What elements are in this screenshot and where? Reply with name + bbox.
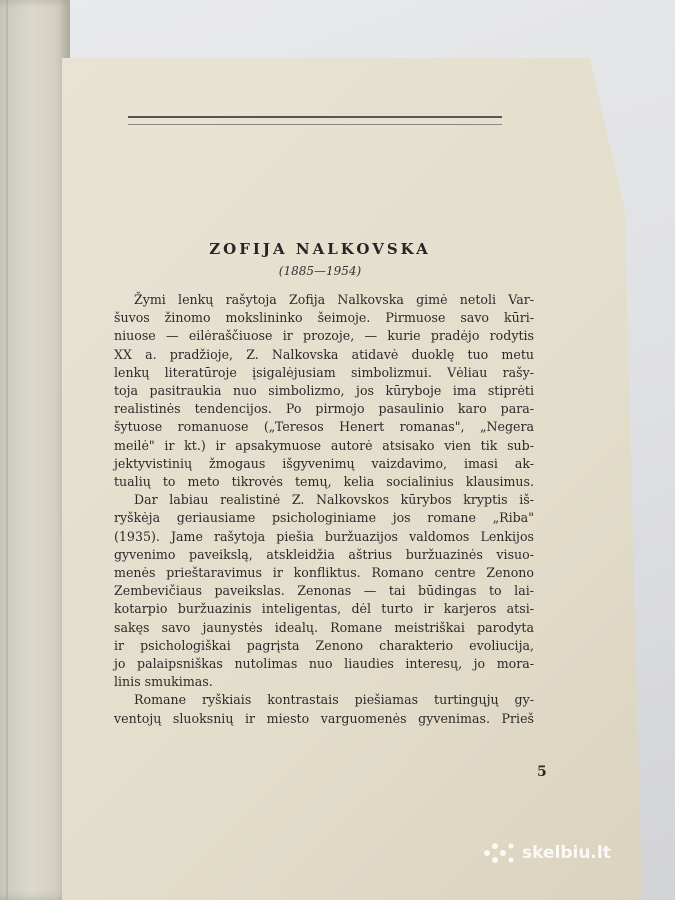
- text-line: Dar labiau realistinė Z. Nalkovskos kūrybos kryptis iš-: [134, 492, 534, 508]
- text-line: jo palaipsniškas nutolimas nuo liaudies interesų, jo mora-: [114, 656, 534, 672]
- text-line: sakęs savo jaunystės idealų. Romane meistriškai parodyta: [114, 619, 534, 635]
- body-text: [114, 291, 534, 728]
- text-line: šytuose romanuose („Teresos Henert romanas", „Negera: [114, 419, 534, 435]
- text-line: (1935). Jame rašytoja piešia buržuazijos valdomos Lenkijos: [114, 528, 534, 544]
- text-line: tualių to meto tikrovės temų, kelia socialinius klausimus.: [114, 474, 534, 490]
- text-line: ryškėja geriausiame psichologiniame jos romane „Riba": [114, 510, 534, 526]
- header-rule: [128, 116, 502, 125]
- text-line: kotarpio buržuazinis inteligentas, dėl turto ir karjeros atsi-: [114, 601, 534, 617]
- dots-logo-icon: [482, 840, 516, 866]
- text-line: toja pasitraukia nuo simbolizmo, jos kūryboje ima stiprėti: [114, 383, 534, 399]
- chapter-title: ZOFIJA NALKOVSKA: [209, 240, 431, 258]
- page-number: 5: [537, 764, 547, 780]
- facing-page-edge: [0, 0, 70, 900]
- text-line: Žymi lenkų rašytoja Zofija Nalkovska gimė netoli Var-: [134, 292, 534, 307]
- watermark: [482, 840, 611, 866]
- text-line: jektyvistinių žmogaus išgyvenimų vaizdavimo, imasi ak-: [114, 455, 534, 471]
- text-line: Romane ryškiais kontrastais piešiamas turtingųjų gy-: [134, 692, 534, 708]
- text-line: šuvos žinomo mokslininko šeimoje. Pirmuose savo kūri-: [114, 310, 534, 326]
- watermark-text: skelbiu.lt: [522, 843, 611, 863]
- text-line: menės prieštaravimus ir konfliktus. Romano centre Zenono: [114, 565, 534, 581]
- text-line: ventojų sluoksnių ir miesto varguomenės gyvenimas. Prieš: [114, 710, 534, 726]
- text-line: realistinės tendencijos. Po pirmojo pasaulinio karo para-: [114, 401, 534, 417]
- text-line: niuose — eilėraščiuose ir prozoje, — kurie pradėjo rodytis: [114, 328, 534, 344]
- author-dates: (1885—1954): [278, 264, 362, 278]
- text-line: linis smukimas.: [114, 674, 213, 690]
- text-line: gyvenimo paveikslą, atskleidžia aštrius buržuazinės visuo-: [114, 546, 534, 562]
- text-line: ir psichologiškai pagrįsta Zenono charakterio evoliucija,: [114, 637, 534, 653]
- text-line: Zembevičiaus paveikslas. Zenonas — tai būdingas to lai-: [114, 583, 534, 599]
- text-line: meilė" ir kt.) ir apsakymuose autorė atsisako vien tik sub-: [114, 437, 534, 453]
- text-line: lenkų literatūroje įsigalėjusiam simbolizmui. Vėliau rašy-: [114, 364, 534, 380]
- text-line: XX a. pradžioje, Z. Nalkovska atidavė duoklę tuo metu: [114, 346, 534, 362]
